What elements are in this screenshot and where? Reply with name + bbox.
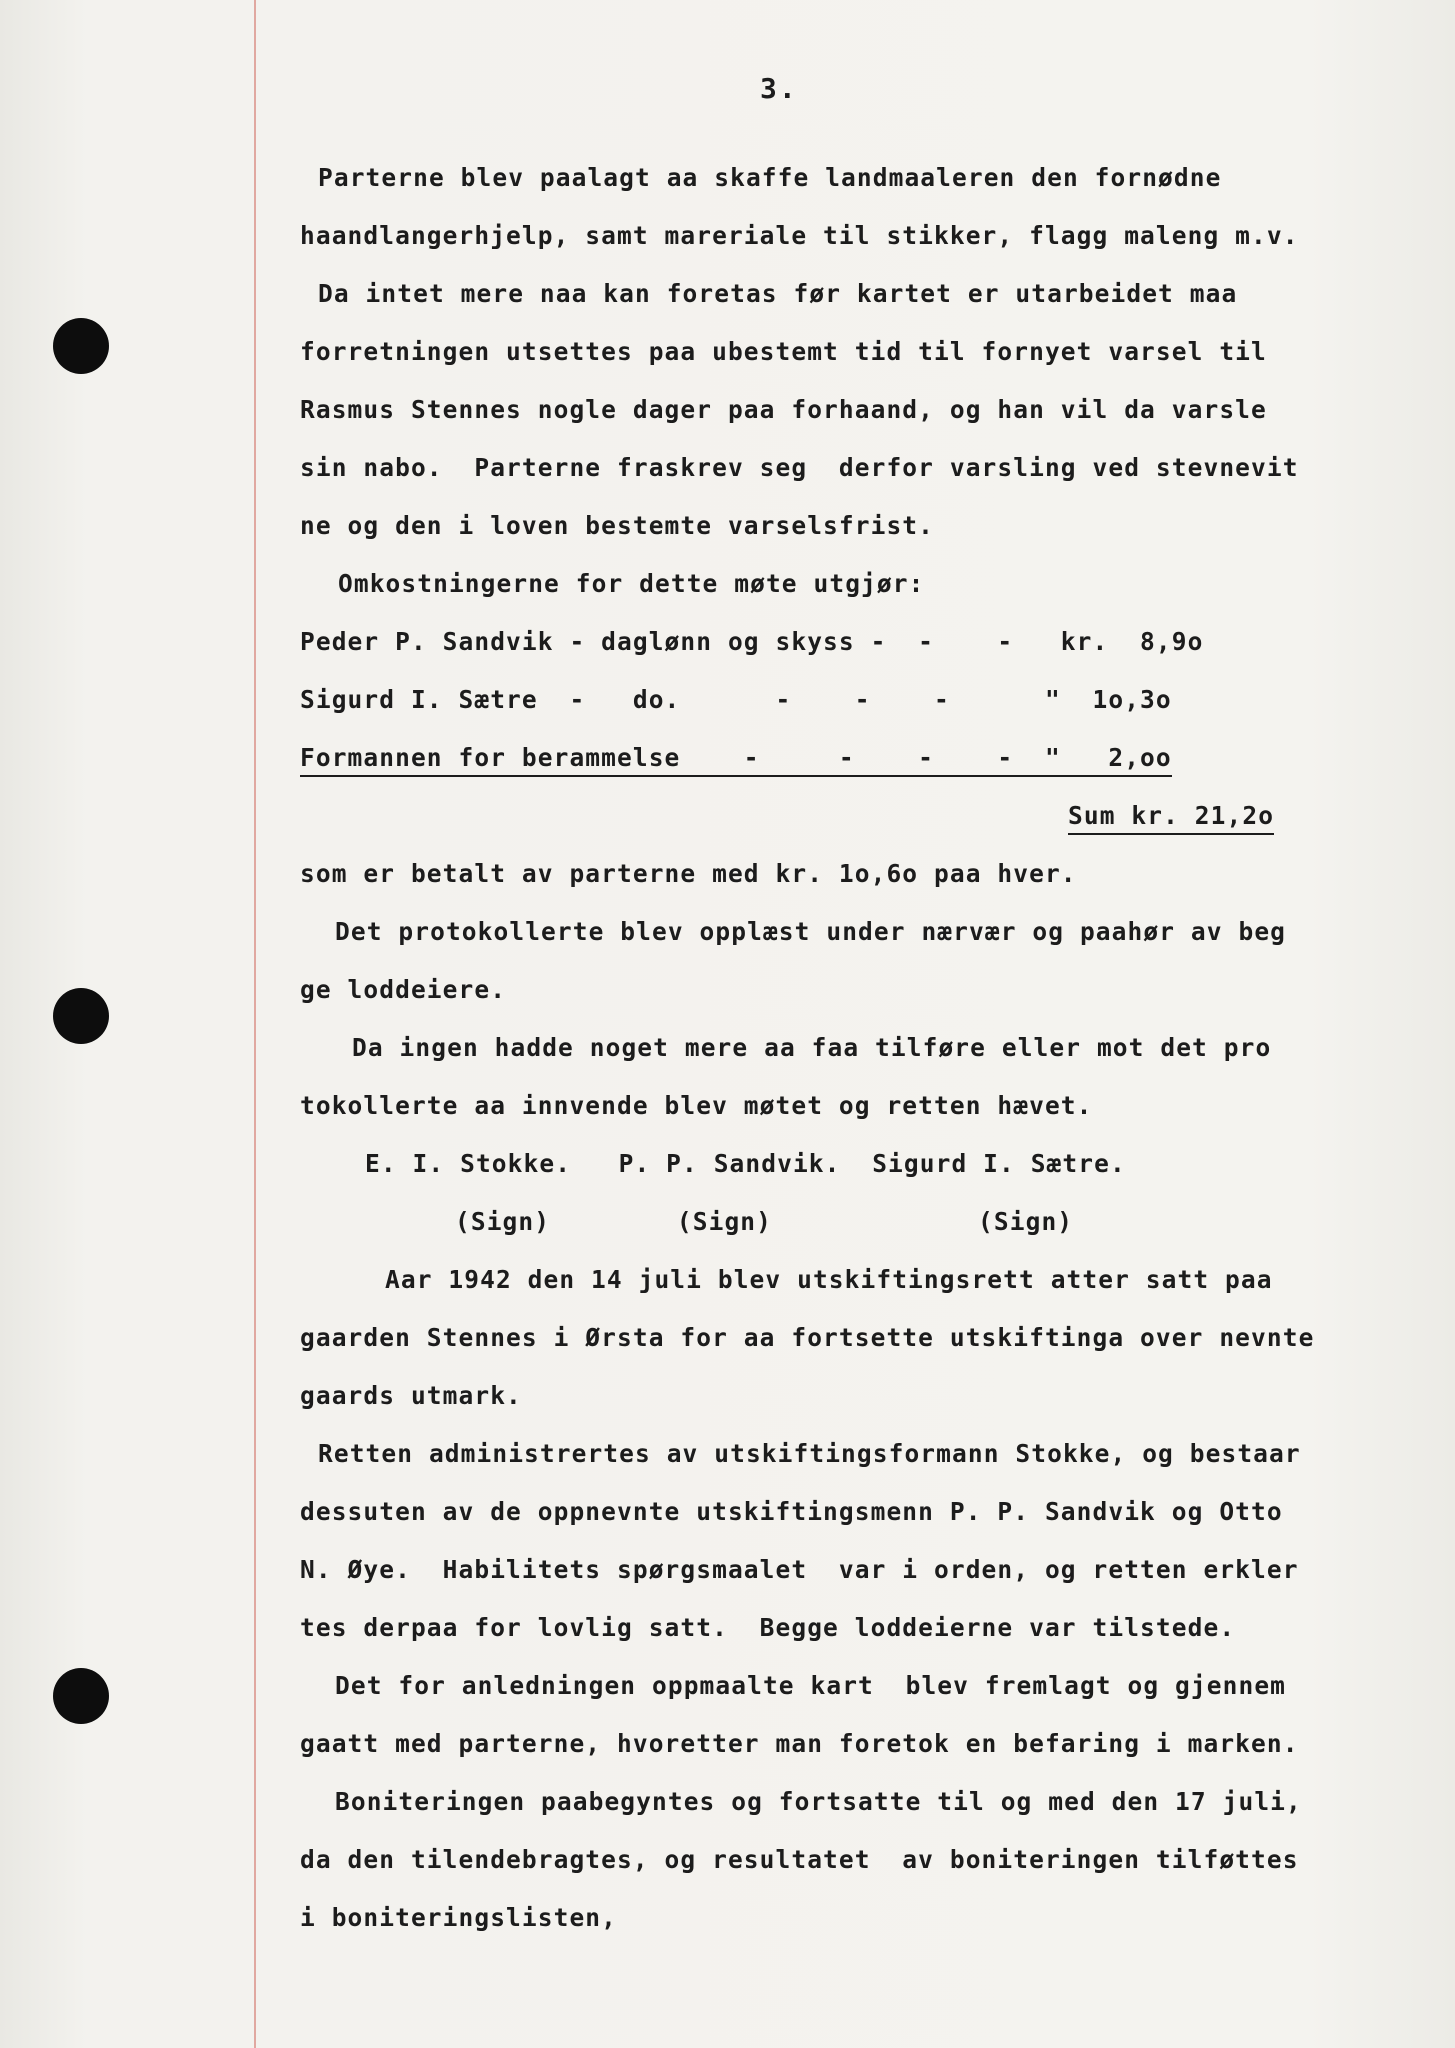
text-line: Rasmus Stennes nogle dager paa forhaand, og han vil da varsle [300,395,1267,424]
text-line: Da intet mere naa kan foretas før kartet er utarbeidet maa [318,279,1238,308]
cost-line-saetre: Sigurd I. Sætre - do. - - - " 1o,3o [300,685,1172,714]
text-line: dessuten av de oppnevnte utskiftingsmenn P. P. Sandvik og Otto [300,1497,1283,1526]
cost-line-sandvik: Peder P. Sandvik - daglønn og skyss - - - kr. 8,9o [300,627,1204,656]
text-line: Da ingen hadde noget mere aa faa tilføre eller mot det pro [352,1033,1272,1062]
text-line: Omkostningerne for dette møte utgjør: [338,569,925,598]
text-line: ge loddeiere. [300,975,507,1004]
text-line: haandlangerhjelp, samt mareriale til stikker, flagg maleng m.v. [300,221,1299,250]
text-line: Det protokollerte blev opplæst under nærvær og paahør av beg [335,917,1287,946]
page-number: 3. [760,72,798,105]
punch-hole-top [53,318,109,374]
red-margin-line [254,0,256,2048]
text-line: Aar 1942 den 14 juli blev utskiftingsrett atter satt paa [385,1265,1273,1294]
text-line: forretningen utsettes paa ubestemt tid til fornyet varsel til [300,337,1267,366]
text-line: Boniteringen paabegyntes og fortsatte til og med den 17 juli, [335,1787,1302,1816]
text-line: Det for anledningen oppmaalte kart blev fremlagt og gjennem [335,1671,1287,1700]
text-line: Retten administrertes av utskiftingsformann Stokke, og bestaar [318,1439,1301,1468]
punch-hole-middle [53,988,109,1044]
punch-hole-bottom [53,1668,109,1724]
text-line: sin nabo. Parterne fraskrev seg derfor varsling ved stevnevit [300,453,1299,482]
text-line: som er betalt av parterne med kr. 1o,6o paa hver. [300,859,1077,888]
text-line: Parterne blev paalagt aa skaffe landmaaleren den fornødne [318,163,1222,192]
cost-line-formannen: Formannen for berammelse - - - - " 2,oo [300,743,1172,777]
text-line: ne og den i loven bestemte varselsfrist. [300,511,935,540]
text-line: gaards utmark. [300,1381,522,1410]
text-line: gaatt med parterne, hvoretter man foretok en befaring i marken. [300,1729,1299,1758]
cost-sum: Sum kr. 21,2o [1068,801,1274,835]
text-line: da den tilendebragtes, og resultatet av boniteringen tilføttes [300,1845,1299,1874]
text-line: tes derpaa for lovlig satt. Begge loddeierne var tilstede. [300,1613,1236,1642]
signatures-names: E. I. Stokke. P. P. Sandvik. Sigurd I. Sætre. [365,1149,1126,1178]
text-line: N. Øye. Habilitets spørgsmaalet var i orden, og retten erkler [300,1555,1299,1584]
text-line: gaarden Stennes i Ørsta for aa fortsette utskiftinga over nevnte [300,1323,1315,1352]
text-line: i boniteringslisten, [300,1903,618,1932]
signatures-sign: (Sign) (Sign) (Sign) [455,1207,1074,1236]
text-line: tokollerte aa innvende blev møtet og retten hævet. [300,1091,1093,1120]
